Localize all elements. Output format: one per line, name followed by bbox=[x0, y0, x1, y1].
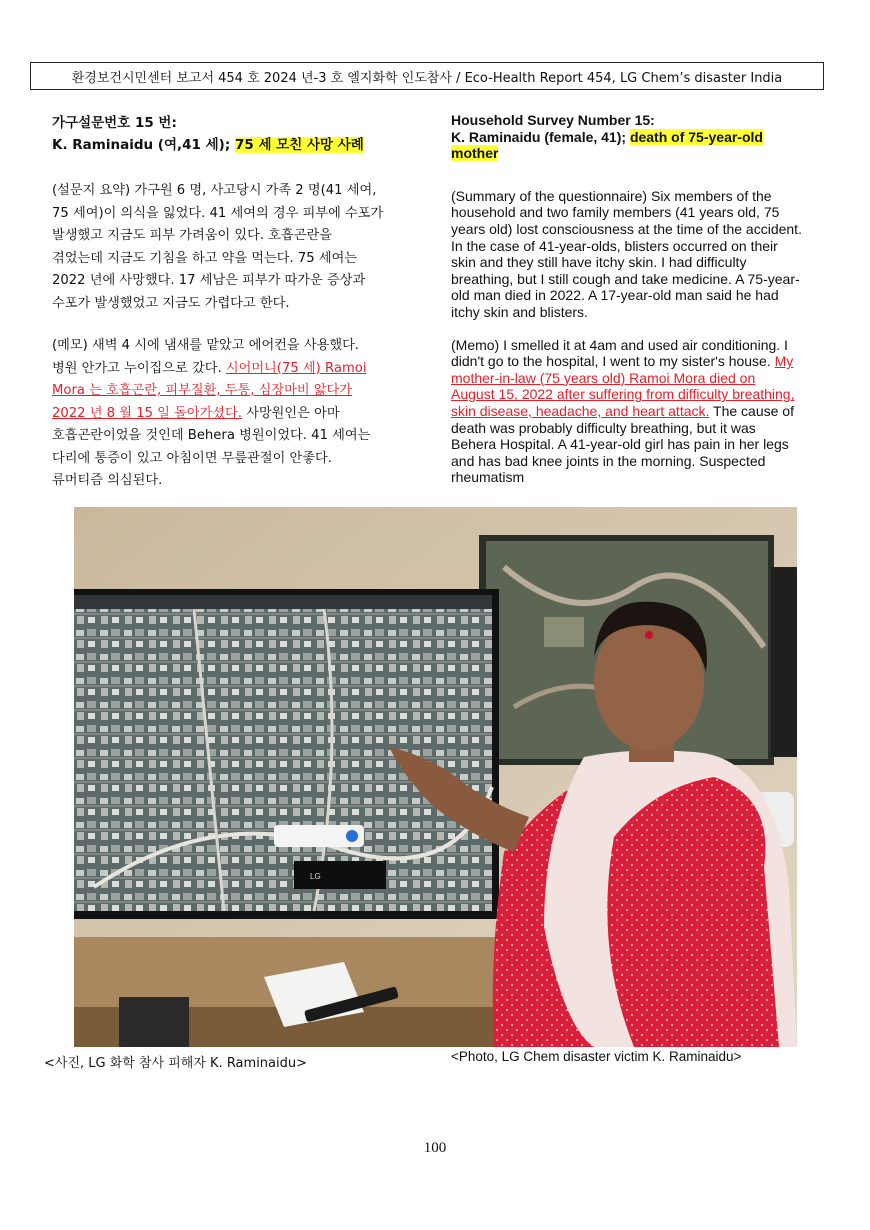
report-header bbox=[30, 62, 824, 90]
en-memo-red: My bbox=[774, 353, 794, 370]
en-memo-line: rheumatism bbox=[451, 469, 525, 486]
ko-title-line2 bbox=[52, 134, 422, 156]
ko-memo-line: (메모) 새벽 4 시에 냄새를 맡았고 에어컨을 사용했다. bbox=[52, 338, 359, 353]
en-title-prefix: K. Raminaidu (female, 41); bbox=[451, 128, 630, 145]
en-memo-line: Behera Hospital. A 41-year-old girl has pain in her legs bbox=[451, 436, 789, 453]
en-summary-line: skin and they still have itchy skin. I had difficulty bbox=[451, 254, 747, 271]
en-memo-line bbox=[451, 370, 823, 387]
en-memo-red: mother-in-law (75 years old) Ramoi Mora died on bbox=[451, 369, 756, 386]
ko-summary-line: 2022 년에 사망했다. 17 세남은 피부가 따가운 증상과 bbox=[52, 273, 366, 288]
ko-title-prefix: K. Raminaidu (여,41 세); bbox=[52, 137, 235, 153]
en-memo-line bbox=[451, 353, 823, 370]
korean-column bbox=[52, 112, 422, 493]
ko-memo-red: Mora 는 호흡곤란, 피부질환, 두통, 심장마비 앓다가 bbox=[52, 383, 352, 398]
en-title-highlight: mother bbox=[451, 145, 499, 162]
en-summary-line: itchy skin and blisters. bbox=[451, 303, 588, 320]
en-memo-plain: The cause of bbox=[709, 402, 794, 419]
victim-photo bbox=[74, 507, 797, 1047]
report-header-text: 환경보건시민센터 보고서 454 호 2024 년-3 호 엘지화학 인도참사 / Eco-Health Report 454, LG Chem’s disaster India bbox=[71, 70, 783, 86]
en-memo-plain: didn't go to the hospital, I went to my sister's house. bbox=[451, 353, 775, 370]
en-memo-line: death was probably difficulty breathing, but it was bbox=[451, 419, 756, 436]
photo-caption-en: <Photo, LG Chem disaster victim K. Raminaidu> bbox=[451, 1049, 742, 1064]
photo-caption-ko: <사진, LG 화학 참사 피해자 K. Raminaidu> bbox=[44, 1056, 308, 1071]
en-summary-line: In the case of 41-year-olds, blisters occurred on their bbox=[451, 237, 778, 254]
ko-title-highlight: 75 세 모친 사망 사례 bbox=[234, 137, 364, 153]
ko-summary-line: 75 세여)이 의식을 잃었다. 41 세여의 경우 피부에 수포가 bbox=[52, 205, 384, 221]
ko-memo-plain: 사망원인은 아마 bbox=[242, 405, 340, 421]
en-title-highlight: death of 75-year-old bbox=[629, 128, 763, 145]
ko-title-line1: 가구설문번호 15 번: bbox=[52, 115, 177, 131]
ko-memo-red: 2022 년 8 월 15 일 돌아가셨다. bbox=[52, 405, 242, 421]
en-title-line3 bbox=[451, 145, 823, 162]
tv-brand-logo: LG bbox=[310, 872, 321, 881]
en-memo-line: (Memo) I smelled it at 4am and used air conditioning. I bbox=[451, 336, 788, 353]
en-memo-line bbox=[451, 403, 823, 420]
ko-memo-line: 다리에 통증이 있고 아침이면 무릎관절이 안좋다. bbox=[52, 450, 332, 466]
en-memo-line: and has bad knee joints in the morning. Suspected bbox=[451, 452, 766, 469]
ko-summary-line: (설문지 요약) 가구원 6 명, 사고당시 가족 2 명(41 세여, bbox=[52, 183, 377, 198]
ko-summary-line: 발생했고 지금도 피부 가려움이 있다. 호흡곤란을 bbox=[52, 228, 332, 243]
tv-screen bbox=[74, 589, 499, 919]
ko-memo-red: 시어머니(75 세) Ramoi bbox=[225, 360, 367, 376]
en-summary-line: breathing, but I still cough and take medicine. A 75-year- bbox=[451, 270, 800, 287]
ko-memo-line: 호흡곤란이었을 것인데 Behera 병원이었다. 41 세여는 bbox=[52, 428, 371, 443]
en-summary-line: years old) lost consciousness at the time of the accident. bbox=[451, 220, 802, 237]
english-column bbox=[451, 112, 823, 486]
en-title-line2 bbox=[451, 129, 823, 146]
ko-memo-line bbox=[52, 380, 422, 403]
ko-summary-line: 겪었는데 지금도 기침을 하고 약을 먹는다. 75 세여는 bbox=[52, 250, 358, 266]
en-title-line1: Household Survey Number 15: bbox=[451, 112, 655, 128]
en-memo-red: August 15, 2022 after suffering from difficulty breathing, bbox=[451, 386, 795, 403]
ko-memo-line bbox=[52, 403, 422, 426]
en-summary-line: old man died in 2022. A 17-year-old man said he had bbox=[451, 287, 779, 304]
en-memo-line bbox=[451, 386, 823, 403]
en-summary-line: household and two family members (41 years old, 75 bbox=[451, 204, 780, 221]
ko-memo-line bbox=[52, 358, 422, 381]
en-memo-red: skin disease, headache, and heart attack. bbox=[451, 402, 710, 419]
ko-memo-plain: 병원 안가고 누이집으로 갔다. bbox=[52, 360, 226, 376]
ko-summary-line: 수포가 발생했었고 지금도 가렵다고 한다. bbox=[52, 295, 290, 311]
page-number: 100 bbox=[423, 1140, 447, 1156]
en-summary-line: (Summary of the questionnaire) Six members of the bbox=[451, 187, 772, 204]
ko-memo-line: 류머티즘 의심된다. bbox=[52, 473, 163, 488]
